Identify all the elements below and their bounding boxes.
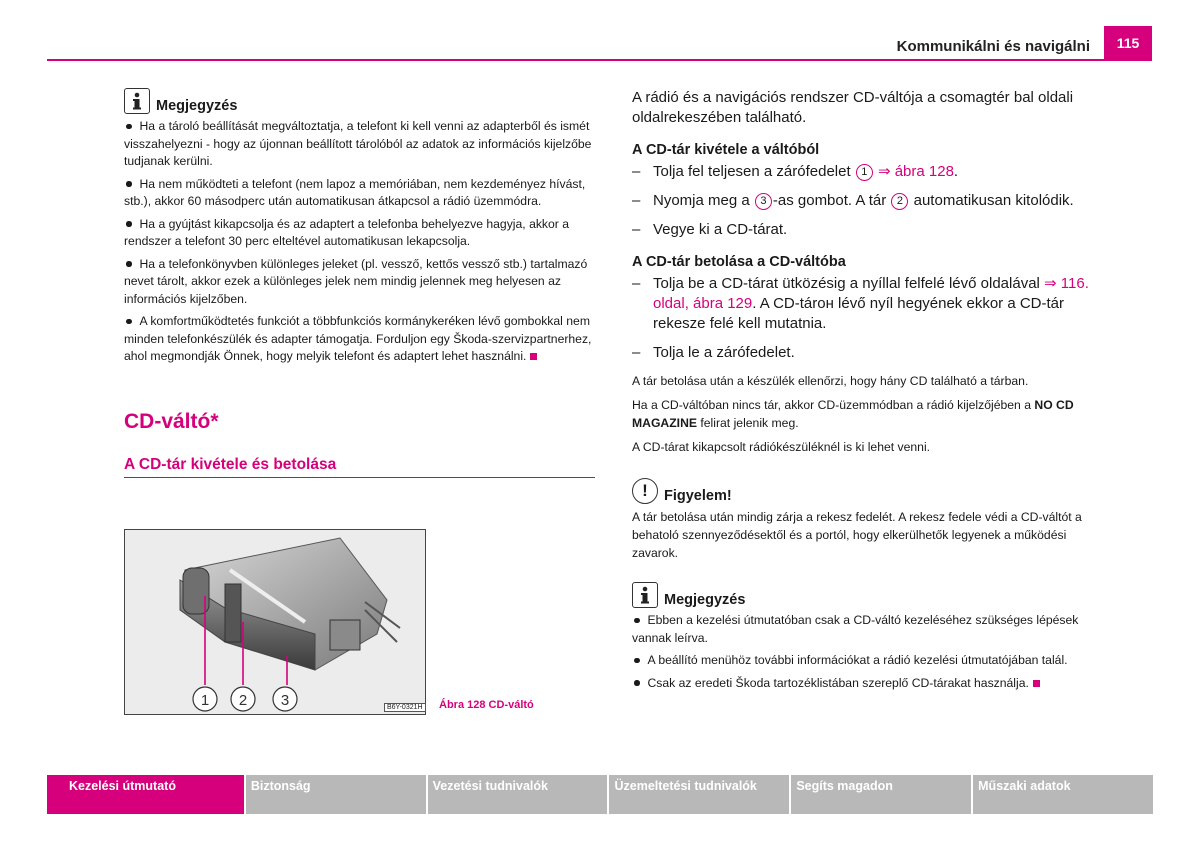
warning-text: A tár betolása után mindig zárja a rekesz fedelét. A rekesz fedele védi a CD-váltót a behatoló szennyeződésektől és a portól, hogy elkerülhetők legyenek a működési zavarok. (632, 510, 1082, 560)
callout-ref: 2 (891, 193, 908, 210)
cd-changer-illustration (125, 530, 426, 715)
tab-segits-magadon[interactable]: Segíts magadon (791, 775, 971, 814)
info-icon (124, 88, 150, 114)
note-title: Megjegyzés (156, 98, 238, 114)
note-bullet: Ha a telefonkönyvben különleges jeleket (pl. vessző, kettős vessző stb.) tartalmazó nevet tárolt, akkor ezek a különleges jelek nem mindig jelennek meg helyesen az információs kijelzőben. (124, 256, 588, 306)
tab-uzemeltetesi-tudnivalok[interactable]: Üzemeltetési tudnivalók (609, 775, 789, 814)
note-bullet: A beállító menühöz további információkat a rádió kezelési útmutatójában talál. (632, 652, 1102, 670)
figure-image (124, 529, 426, 715)
remove-heading: A CD-tár kivétele a váltóból (632, 142, 820, 158)
step-item: – Tolja fel teljesen a zárófedelet 1 ⇒ ábra 128. (632, 163, 959, 180)
note-header (124, 88, 595, 114)
tab-muszaki-adatok[interactable]: Műszaki adatok (973, 775, 1153, 814)
footer-nav (47, 775, 1153, 814)
note-bullet: Csak az eredeti Škoda tartozéklistában szereplő CD-tárakat használja. (632, 675, 1102, 693)
warning-header (632, 478, 1102, 504)
left-column (124, 88, 595, 711)
figure-link[interactable]: ⇒ ábra 128 (877, 163, 954, 180)
note-bullet: Ha a gyújtást kikapcsolja és az adaptert a telefonba behelyezve hagyja, akkor a rendszer a telefont 30 perc elteltével automatikusan lekapcsolja. (124, 216, 570, 248)
paragraph: Ha a CD-váltóban nincs tár, akkor CD-üzemmódban a rádió kijelzőjében a NO CD MAGAZINE felirat jelenik meg. (632, 398, 1074, 430)
step-item: – Vegye ki a CD-tárat. (632, 221, 788, 238)
header-rule (47, 59, 1152, 61)
callout-ref: 1 (856, 164, 873, 181)
note-bullet: A komfortműködtetés funkciót a többfunkciós kormánykeréken lévő gombokkal nem minden telefonkészülék és adapter támogatja. Forduljon egy Škoda-szervizpartnerhez, ahol megmondják Önnek, hogy melyik telefont és adaptert lehet használni. (124, 314, 592, 363)
insert-heading: A CD-tár betolása a CD-váltóba (632, 254, 846, 270)
tab-kezelesi-utmutato[interactable]: Kezelési útmutató (47, 775, 244, 814)
tab-biztonsag[interactable]: Biztonság (246, 775, 426, 814)
callout-1: 1 (200, 692, 210, 709)
note-header (632, 582, 1102, 608)
paragraph: A CD-tárat kikapcsolt rádiókészüléknél is ki lehet venni. (632, 440, 931, 454)
figure-caption: Ábra 128 CD-váltó (439, 699, 534, 711)
chapter-title: Kommunikálni és navigálni (896, 38, 1090, 55)
exclamation-icon: ! (632, 478, 658, 504)
intro-paragraph: A rádió és a navigációs rendszer CD-váltója a csomagtér bal oldali oldalrekeszében található. (632, 89, 1074, 126)
figure-code: B6Y-0321H (384, 703, 426, 712)
step-item: – Tolja be a CD-tárat ütközésig a nyíllal felfelé lévő oldalával ⇒ 116. oldal, ábra 129. A CD-tároн lévő nyíl hegyének ekkor a CD-tár rekesze felé kell mutatnia. (632, 275, 1089, 332)
page-number: 115 (1104, 26, 1152, 60)
end-mark (1033, 680, 1040, 687)
section-title: CD-váltó* (124, 409, 219, 433)
note-bullet: Ha a tároló beállítását megváltoztatja, a telefont ki kell venni az adapterből és ismét visszahelyezni - hogy az újonnan beállított tárolóból az adatok az információs kijelzőbe tudjanak kerülni. (124, 119, 592, 168)
end-mark (530, 353, 537, 360)
callout-2: 2 (238, 692, 248, 709)
paragraph: A tár betolása után a készülék ellenőrzi, hogy hány CD található a tárban. (632, 374, 1029, 388)
step-item: – Tolja le a zárófedelet. (632, 344, 795, 361)
note-bullet: Ebben a kezelési útmutatóban csak a CD-váltó kezeléséhez szükséges lépések vannak leírva. (632, 613, 1079, 645)
right-column (632, 88, 1102, 697)
tab-vezetesi-tudnivalok[interactable]: Vezetési tudnivalók (428, 775, 608, 814)
warning-title: Figyelem! (664, 488, 732, 504)
info-icon (632, 582, 658, 608)
callout-ref: 3 (755, 193, 772, 210)
subsection-title: A CD-tár kivétele és betolása (124, 456, 595, 478)
step-item: – Nyomja meg a 3 -as gombot. A tár 2 automatikusan kitolódik. (632, 192, 1074, 209)
note-title: Megjegyzés (664, 592, 746, 608)
note-bullet: Ha nem működteti a telefont (nem lapoz a memóriában, nem kezdeményez hívást, stb.), akkor 60 másodperc után automatikusan átkapcsol a rádió üzemmódra. (124, 176, 586, 208)
callout-3: 3 (280, 692, 290, 709)
page-link[interactable]: ⇒ 116. oldal, ábra 129 (653, 275, 1089, 312)
